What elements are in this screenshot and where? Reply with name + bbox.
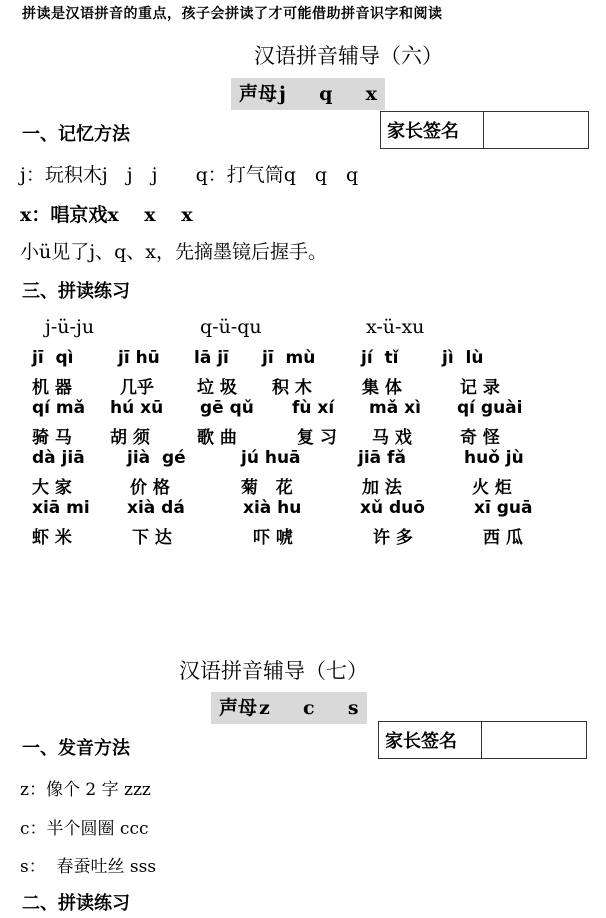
pinyin-word: jì lù <box>442 348 484 368</box>
pinyin-word: xiā mi <box>32 498 90 518</box>
hanzi-word: 骑 马 <box>32 428 72 448</box>
parent-signature-label: 家长签名 <box>379 722 482 759</box>
hanzi-word: 垃 圾 <box>197 378 237 398</box>
pinyin-word: gē qǔ <box>200 398 254 418</box>
hanzi-word: 吓 唬 <box>253 528 293 548</box>
hanzi-word: 虾 米 <box>32 528 72 548</box>
hanzi-word: 积 木 <box>272 378 312 398</box>
pinyin-word: jī mù <box>262 348 316 368</box>
hanzi-word: 大 家 <box>32 478 72 498</box>
memory-line-x: x：唱京戏x x x <box>20 204 193 226</box>
hanzi-word: 菊 花 <box>241 478 293 498</box>
section-spelling-practice: 二、拼读练习 <box>22 893 130 914</box>
hanzi-word: 机 器 <box>32 378 72 398</box>
parent-signature-field[interactable] <box>482 722 587 759</box>
pinyin-word: mǎ xì <box>369 398 421 418</box>
combo-qu: q-ü-qu <box>200 316 262 338</box>
banner-text: 拼读是汉语拼音的重点，孩子会拼读了才可能借助拼音识字和阅读 <box>22 6 443 22</box>
section-spelling-practice: 三、拼读练习 <box>22 281 130 302</box>
hanzi-word: 胡 须 <box>110 428 150 448</box>
hanzi-word: 马 戏 <box>372 428 412 448</box>
hanzi-word: 歌 曲 <box>197 428 237 448</box>
hanzi-word: 加 法 <box>362 478 402 498</box>
pinyin-word: dà jiā <box>32 448 85 468</box>
lesson-7-title: 汉语拼音辅导（七） <box>179 659 368 683</box>
method-line-c: c：半个圆圈 ccc <box>20 819 149 839</box>
initials-label: 声母 <box>219 697 258 719</box>
lesson-7-parent-signature-table <box>378 721 587 759</box>
lesson-7-initials-heading <box>211 692 367 724</box>
lesson-6-title: 汉语拼音辅导（六） <box>254 44 443 68</box>
hanzi-word: 价 格 <box>130 478 170 498</box>
lesson-6-initials-heading <box>231 78 385 110</box>
combo-xu: x-ü-xu <box>366 316 425 338</box>
hanzi-word: 火 炬 <box>472 478 512 498</box>
pinyin-word: huǒ jù <box>464 448 524 468</box>
hanzi-word: 集 体 <box>362 378 402 398</box>
section-pronunciation-method: 一、发音方法 <box>22 738 130 759</box>
initials-letters: j q x <box>279 83 377 105</box>
pinyin-word: xī guā <box>474 498 533 518</box>
initials-letters: z c s <box>259 697 359 719</box>
method-line-s: s： 春蚕吐丝 sss <box>20 857 157 877</box>
pinyin-word: xǔ duō <box>360 498 425 518</box>
pinyin-word: jiā fǎ <box>358 448 406 468</box>
hanzi-word: 许 多 <box>373 528 413 548</box>
method-line-z: z：像个 2 字 zzz <box>20 780 151 800</box>
pinyin-word: jú huā <box>241 448 301 468</box>
hanzi-word: 记 录 <box>460 378 500 398</box>
pinyin-word: xià dá <box>127 498 185 518</box>
memory-line-u: 小ü见了j、q、x，先摘墨镜后握手。 <box>20 241 328 263</box>
pinyin-word: xià hu <box>243 498 302 518</box>
hanzi-word: 奇 怪 <box>460 428 500 448</box>
hanzi-word: 下 达 <box>132 528 172 548</box>
pinyin-word: jī qì <box>32 348 74 368</box>
pinyin-word: lā jī <box>194 348 229 368</box>
pinyin-word: jià gé <box>127 448 186 468</box>
section-memory-method: 一、记忆方法 <box>22 124 130 145</box>
parent-signature-label: 家长签名 <box>381 112 484 149</box>
hanzi-word: 西 瓜 <box>483 528 523 548</box>
pinyin-word: hú xū <box>110 398 164 418</box>
pinyin-word: jí tǐ <box>361 348 399 368</box>
memory-line-jq: j：玩积木j j j q：打气筒q q q <box>20 164 359 186</box>
pinyin-word: fù xí <box>292 398 335 418</box>
combo-ju: j-ü-ju <box>45 316 95 338</box>
lesson-6-parent-signature-table <box>380 111 589 149</box>
hanzi-word: 几乎 <box>120 378 154 398</box>
initials-label: 声母 <box>239 83 278 105</box>
hanzi-word: 复 习 <box>297 428 337 448</box>
pinyin-word: qí guài <box>457 398 523 418</box>
pinyin-word: qí mǎ <box>32 398 86 418</box>
pinyin-word: jī hū <box>118 348 160 368</box>
parent-signature-field[interactable] <box>484 112 589 149</box>
